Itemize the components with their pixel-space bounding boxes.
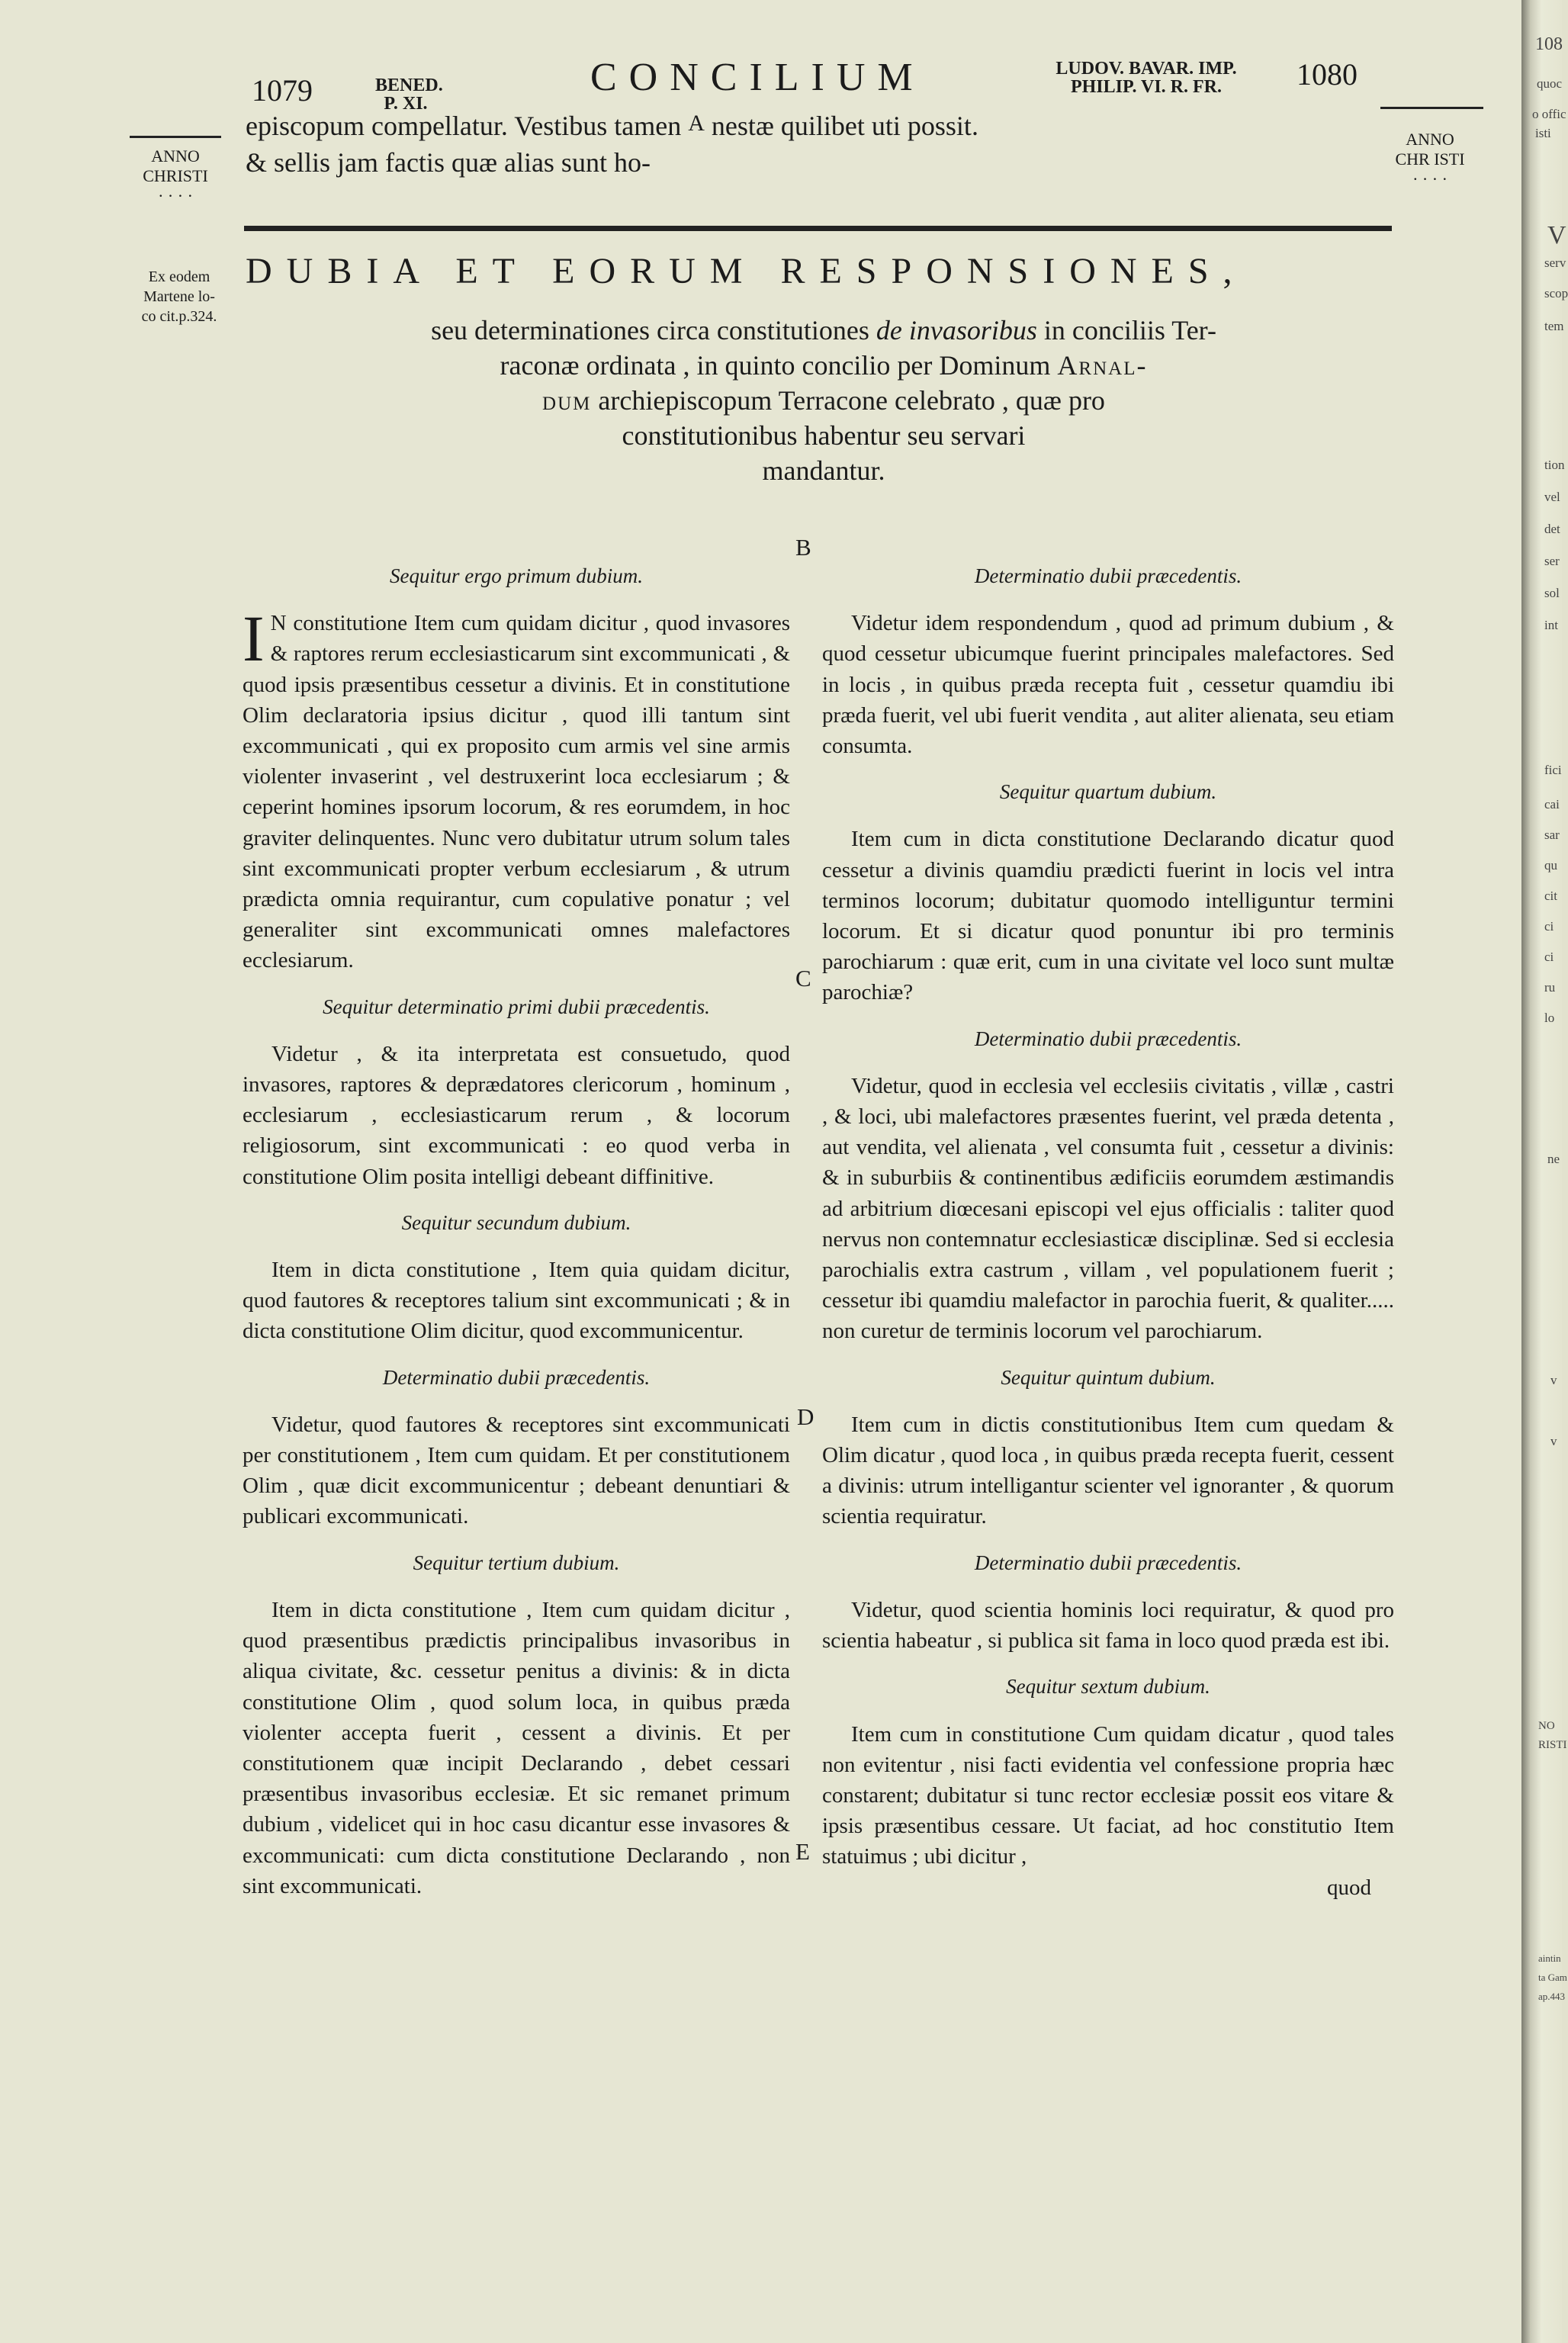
heading-secundum-dubium: Sequitur secundum dubium. (401, 1210, 631, 1234)
margin-letter-d: D (797, 1403, 815, 1430)
facing-fragment: sol (1544, 586, 1560, 600)
facing-fragment: NO (1538, 1720, 1555, 1732)
subtitle-text: archiepiscopum Terracone celebrato , quæ pro (591, 385, 1105, 416)
continuation-line-1 (246, 110, 978, 142)
facing-fragment: tion (1544, 458, 1565, 472)
paragraph-determinatio-tertii: Videtur idem respondendum , quod ad primum dubium , & quod cessetur ubicumque fuerint principales malefactores. Sed in locis , in quibus præda recepta fuit , cessetur quamdiu ibi præda fuerit, vel ubi fuerit vendita , aut aliter alienata, seu etiam consumta. (822, 611, 1394, 759)
facing-fragment: scop (1544, 286, 1568, 301)
paragraph-determinatio-quarti: Videtur, quod in ecclesia vel ecclesiis civitatis , villæ , castri , & loci, ubi malefactores præsentes fuerint, vel præda detenta , aut vendita, vel alienata , vel consumta fuit , cessetur a divinis: & in suburbiis & continentibus ædificiis eorumdem æstimandis ad arbitrium diœcesani episcopi vel ejus officialis : taliter quod nervus non contemnatur ecclesiasticæ disciplinæ. Sed si ecclesia parochialis extra castrum , villam , vel populationem fuerit ; cessetur ibi quamdiu malefactor in parochia fuerit, & qualiter..... non curetur de terminis locorum vel parochiarum. (822, 1073, 1394, 1344)
facing-fragment: ci (1544, 919, 1554, 934)
facing-fragment: ser (1544, 554, 1560, 568)
facing-fragment: vel (1544, 490, 1560, 504)
facing-fragment: int (1544, 618, 1558, 632)
paragraph-secundum: Item in dicta constitutione , Item quia quidam dicitur, quod fautores & receptores talium sint excommunicati ; & in dicta constitutione Olim dicitur, quod excommunicentur. (243, 1258, 790, 1344)
facing-fragment: isti (1535, 126, 1551, 140)
right-column (822, 561, 1394, 1903)
drop-cap: I (243, 602, 265, 676)
anno-dots: · · · · (158, 186, 193, 205)
facing-fragment: tem (1544, 319, 1564, 333)
subtitle-line-4: constitutionibus habentur seu servari (622, 420, 1026, 451)
heading-determinatio-quinti: Determinatio dubii præcedentis. (974, 1551, 1242, 1574)
subtitle-line-5: mandantur. (762, 455, 885, 486)
facing-fragment: cai (1544, 797, 1560, 812)
heading-determinatio-quarti: Determinatio dubii præcedentis. (974, 1027, 1242, 1050)
continuation-text-1: episcopum compellatur. Vestibus tamen (246, 111, 682, 141)
paragraph-sextum: Item cum in constitutione Cum quidam dicatur , quod tales non evitentur , nisi facti evidentia vel confessione propria hæc constarent; dubitatur si tunc rector ecclesiæ possit eos vitare & ipsis præsentibus cessare. Ut faciat, ad hoc constitutio Item statuimus ; ubi dicitur , (822, 1721, 1394, 1869)
christi-label-right: CHR ISTI (1395, 149, 1465, 169)
facing-fragment: ap.443 (1538, 1991, 1566, 2002)
paragraph-quintum: Item cum in dictis constitutionibus Item cum quedam & Olim dicatur , quod loca , in quibus præda recepta fuerit, cessent a divinis: utrum intelligantur scienter vel ignoranter , & quorum scientia requiratur. (822, 1412, 1394, 1529)
margin-letter-a: A (688, 111, 705, 136)
paragraph-primum (243, 602, 790, 975)
continuation-text-1b: nestæ quilibet uti possit. (711, 111, 978, 141)
margin-note-line2: Martene lo- (143, 288, 215, 305)
subtitle-line-1 (290, 313, 1358, 348)
facing-fragment: ne (1547, 1152, 1560, 1166)
catchword: quod (1327, 1875, 1371, 1900)
facing-fragment: o offic (1532, 107, 1566, 121)
anno-label: ANNO (151, 146, 200, 166)
heading-quintum-dubium: Sequitur quintum dubium. (1001, 1365, 1216, 1389)
paragraph-tertium: Item in dicta constitutione , Item cum quidam dicitur , quod præsentibus prædictis principalibus invasoribus in aliqua civitate, &c. cessetur penitus a divinis: & in dicta constitutione Olim , quod solum loca, in quibus præda violenter accepta fuerit , cessent a divinis. Et per constitutionem quæ incipit Declarando , debet cessari præsentibus invasoribus ecclesiæ. Et sic remanet primum dubium , videlicet qui in hoc casu dicantur esse invasores & excommunicati: cum dicta constitutione Declarando , non sint excommunicati. (243, 1597, 790, 1898)
header-left-line2: P. XI. (384, 94, 428, 114)
facing-fragment: quoc (1537, 76, 1563, 91)
running-title: CONCILIUM (590, 56, 925, 99)
subtitle-text: raconæ ordinata , in quinto concilio per Dominum (500, 350, 1058, 381)
margin-letter-e: E (795, 1838, 810, 1865)
left-column (243, 561, 790, 1901)
facing-fragment: V (1547, 221, 1566, 249)
anno-christi-left (130, 146, 221, 206)
anno-christi-right (1377, 130, 1483, 189)
page-number-left: 1079 (252, 73, 313, 108)
margin-note-line3: co cit.p.324. (141, 308, 217, 325)
margin-letter-b: B (795, 534, 811, 561)
facing-fragment: cit (1544, 889, 1557, 903)
paragraph-quartum: Item cum in dicta constitutione Declarando dicatur quod cessetur a divinis quamdiu prædicti fuerint in locis vel intra terminos locorum; dubitatur quomodo intelliguntur termini locorum. Et si dicatur quod ponuntur ibi pro terminis parochiarum : quæ erit, cum in una civitate vel loco sunt multæ parochiæ? (822, 827, 1394, 1005)
header-right-line1: LUDOV. BAVAR. IMP. (1056, 59, 1237, 79)
margin-letter-c: C (795, 965, 811, 992)
header-left-line1: BENED. (375, 76, 443, 95)
page-number-right: 1080 (1296, 57, 1358, 92)
subtitle-text: in conciliis Ter- (1036, 315, 1216, 346)
facing-fragment: v (1550, 1434, 1557, 1448)
heading-determinatio-tertii: Determinatio dubii præcedentis. (974, 564, 1242, 587)
facing-fragment: qu (1544, 858, 1557, 873)
main-title: DUBIA ET EORUM RESPONSIONES, (246, 251, 1247, 291)
heading-determinatio-primi: Sequitur determinatio primi dubii præcedentis. (323, 995, 710, 1018)
margin-note-line1: Ex eodem (148, 268, 210, 285)
christi-label: CHRISTI (143, 166, 208, 185)
facing-fragment: RISTI (1538, 1739, 1567, 1751)
header-right-label (1020, 59, 1272, 96)
continuation-line-2: & sellis jam factis quæ alias sunt ho- (246, 147, 651, 178)
section-rule (244, 226, 1392, 231)
subtitle-smallcaps: Arnal- (1057, 350, 1148, 381)
left-dash-rule (130, 136, 221, 138)
paragraph-determinatio-quinti: Videtur, quod scientia hominis loci requiratur, & quod pro scientia habeatur , si publica sit fama in loco quod præda est ibi. (822, 1597, 1394, 1654)
facing-fragment: ta Gam (1538, 1972, 1567, 1983)
heading-tertium-dubium: Sequitur tertium dubium. (413, 1551, 620, 1574)
facing-fragment: serv (1544, 256, 1566, 270)
paragraph-determinatio-primi: Videtur , & ita interpretata est consuetudo, quod invasores, raptores & deprædatores clericorum , hominum , ecclesiarum , ecclesiasticarum rerum , & locorum religiosorum, sint excommunicati : eo quod verba in constitutione Olim posita intelligi debeant diffinitive. (243, 1041, 790, 1189)
anno-dots-right: · · · · (1412, 169, 1448, 188)
facing-fragment: 108 (1535, 34, 1563, 54)
right-dash-rule (1380, 107, 1483, 109)
facing-fragment: ci (1544, 950, 1554, 964)
facing-fragment: ru (1544, 980, 1556, 995)
heading-quartum-dubium: Sequitur quartum dubium. (999, 780, 1217, 804)
anno-label-right: ANNO (1406, 130, 1454, 149)
facing-fragment: aintin (1538, 1952, 1561, 1964)
margin-note (114, 267, 244, 326)
paragraph-determinatio-secundi: Videtur, quod fautores & receptores sint excommunicati per constitutionem , Item cum quidam. Et per constitutionem Olim , quæ dicit excommunicentur ; debeant denuntiari & publicari excommunicati. (243, 1412, 790, 1529)
facing-fragment: v (1550, 1373, 1557, 1387)
paragraph-text: N constitutione Item cum quidam dicitur , quod invasores & raptores rerum ecclesiasticarum sint excommunicati , & quod ipsis præsentibus cessetur a divinis. Et in constitutione Olim declaratoria ipsius dicitur , quod illi tantum sint excommunicati , qui ex proposito cum armis vel sine armis violenter invaserint , vel destruxerint loca ecclesiarum ; & ceperint homines ipsorum locorum, & res eorumdem, in hoc graviter delinquentes. Nunc vero dubitatur utrum solum tales sint excommunicati propter verbum ecclesiarum , & utrum prædicta omnia requirantur, cum copulative ponatur ; vel generaliter sint excommunicati omnes malefactores ecclesiarum. (243, 611, 790, 973)
heading-primum-dubium: Sequitur ergo primum dubium. (390, 564, 643, 587)
subtitle-line-3 (290, 383, 1358, 418)
facing-page-strip (1521, 0, 1568, 2343)
facing-fragment: sar (1544, 828, 1560, 842)
facing-fragment: fici (1544, 763, 1562, 777)
subtitle-line-2 (290, 348, 1358, 383)
subtitle-smallcaps: dum (542, 385, 592, 416)
subtitle-text: seu determinationes circa constitutiones (431, 315, 876, 346)
heading-sextum-dubium: Sequitur sextum dubium. (1006, 1675, 1210, 1699)
subtitle-italic: de invasoribus (876, 315, 1037, 346)
subtitle-block (290, 313, 1358, 488)
header-right-line2: PHILIP. VI. R. FR. (1070, 77, 1223, 97)
facing-fragment: lo (1544, 1011, 1555, 1025)
facing-fragment: det (1544, 522, 1560, 536)
header-left-label (375, 76, 443, 114)
heading-determinatio-secundi: Determinatio dubii præcedentis. (382, 1365, 651, 1389)
